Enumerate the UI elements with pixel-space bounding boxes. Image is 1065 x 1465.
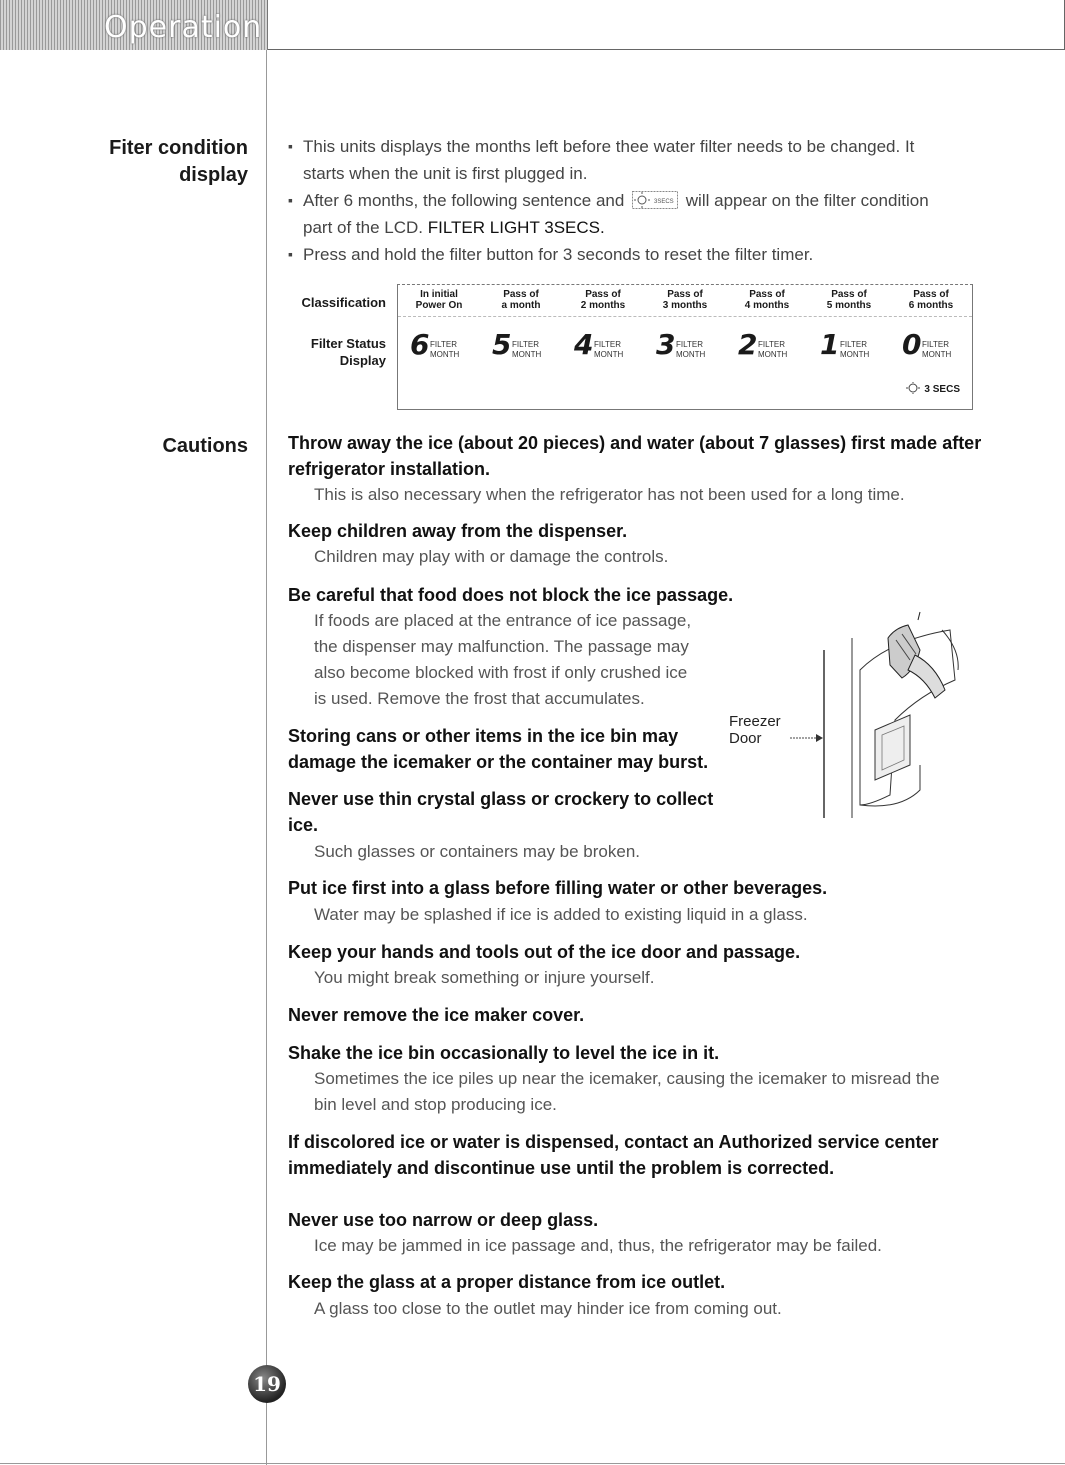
filter-bullet-2-line2 [303,214,978,241]
svg-text:3SECS: 3SECS [654,199,674,205]
secs-text: 3 SECS [924,384,960,395]
filter-status-line2: Display [339,353,386,368]
filter-bullet-1-line1: ▪ This units displays the months left before thee water filter needs to be changed. It [303,137,915,156]
digit-labels [512,340,541,360]
month-word: MONTH [758,350,788,359]
filter-status-label [300,335,386,369]
caution-1-heading [288,430,981,482]
cautions-section-label: Cautions [162,435,248,457]
column-header-line2: a month [501,300,541,311]
digit-labels [840,340,869,360]
column-header-line1: In initial [420,289,458,300]
caution-1-line2: refrigerator installation. [288,459,491,479]
filter-status-table [397,284,973,410]
month-digit: 0 [902,328,922,361]
filter-word: FILTER [758,340,785,349]
classification-label: Classification [301,295,386,310]
page-number-badge: 19 [248,1365,286,1403]
filter-bullet-2-after: will appear on the filter condition [685,191,929,210]
column-header-line1: Pass of [585,289,621,300]
column-header-line2: 2 months [580,300,626,311]
filter-column [808,285,890,409]
filter-column [480,285,562,409]
secs-indicator [904,381,960,395]
digit-labels [922,340,951,360]
digit-labels [594,340,623,360]
month-digit: 2 [738,328,758,361]
caution-1-body: This is also necessary when the refrigerator has not been used for a long time. [314,485,905,504]
caution-6-heading: Put ice first into a glass before filling water or other beverages. [288,878,828,898]
filter-bullet-2-lcd: part of the LCD. [303,218,424,237]
column-header-line1: Pass of [913,289,949,300]
month-digit: 4 [574,328,594,361]
filter-label-line2: display [179,164,248,186]
column-header [480,289,562,311]
month-digit: 1 [820,328,840,361]
filter-bullet-2 [288,187,978,241]
filter-bullet-1 [288,133,978,187]
caution-3-heading: Be careful that food does not block the ice passage. [288,585,734,605]
caution-12-body: A glass too close to the outlet may hinder ice from coming out. [314,1299,782,1318]
caution-4-line1: Storing cans or other items in the ice bin may [288,726,679,746]
digit-labels [758,340,787,360]
filter-status-line1: Filter Status [310,336,386,351]
caution-5-line1: Never use thin crystal glass or crockery to collect [288,789,714,809]
digit-labels [676,340,705,360]
digit-labels [430,340,459,360]
month-word: MONTH [430,350,460,359]
column-header [726,289,808,311]
header-rule [268,49,1065,50]
filter-column [398,285,480,409]
column-header-line2: 4 months [744,300,790,311]
caution-3-body-line2: the dispenser may malfunction. The passage may [314,637,689,656]
column-header [398,289,480,311]
month-word: MONTH [676,350,706,359]
header-title: Operation [104,10,263,45]
month-word: MONTH [512,350,542,359]
filter-word: FILTER [840,340,867,349]
caution-7-body: You might break something or injure yourself. [314,968,655,987]
caution-4-line2: damage the icemaker or the container may burst. [288,752,709,772]
filter-word: FILTER [512,340,539,349]
caution-5-body: Such glasses or containers may be broken. [314,842,641,861]
column-header [562,289,644,311]
month-word: MONTH [922,350,952,359]
caution-9-body-line1: Sometimes the ice piles up near the icemaker, causing the icemaker to misread the [314,1069,940,1088]
filter-bullet-3: ▪ Press and hold the filter button for 3 seconds to reset the filter timer. [288,241,978,268]
filter-word: FILTER [922,340,949,349]
caution-10-line1: If discolored ice or water is dispensed, contact an Authorized service center [288,1132,939,1152]
month-word: MONTH [840,350,870,359]
filter-lamp-icon [904,381,922,395]
caution-12-heading: Keep the glass at a proper distance from ice outlet. [288,1272,726,1292]
column-header-line2: 3 months [662,300,708,311]
filter-label-line1: Fiter condition [109,137,248,159]
filter-bullet-1-line2: starts when the unit is first plugged in. [303,164,588,183]
freezer-label-line1: Freezer [729,713,781,730]
caution-2-body: Children may play with or damage the controls. [314,547,669,566]
filter-light-icon [632,191,678,209]
filter-light-text: FILTER LIGHT 3SECS. [427,218,605,237]
filter-column [562,285,644,409]
caution-3-body-line4: is used. Remove the frost that accumulates. [314,689,645,708]
filter-word: FILTER [430,340,457,349]
caution-5-heading [288,786,713,838]
caution-11-body: Ice may be jammed in ice passage and, thus, the refrigerator may be failed. [314,1236,882,1255]
column-header-line2: 5 months [826,300,872,311]
caution-4-heading [288,723,708,775]
caution-1-line1: Throw away the ice (about 20 pieces) and water (about 7 glasses) first made after [288,433,982,453]
filter-column [644,285,726,409]
filter-bullet-2-before: After 6 months, the following sentence and [303,191,625,210]
column-header-line1: Pass of [503,289,539,300]
month-digit: 5 [492,328,512,361]
filter-column [726,285,808,409]
column-header [890,289,972,311]
freezer-label-line2: Door [729,730,762,747]
filter-word: FILTER [594,340,621,349]
caution-10-heading [288,1129,939,1181]
column-header-line2: Power On [415,300,463,311]
caution-9-heading: Shake the ice bin occasionally to level the ice in it. [288,1043,720,1063]
caution-2-heading: Keep children away from the dispenser. [288,521,628,541]
column-header [808,289,890,311]
column-header-line1: Pass of [749,289,785,300]
caution-5-line2: ice. [288,815,319,835]
caution-9-body [314,1066,940,1118]
caution-7-heading: Keep your hands and tools out of the ice door and passage. [288,942,801,962]
header-tab [0,0,268,50]
caution-8-heading: Never remove the ice maker cover. [288,1005,585,1025]
month-word: MONTH [594,350,624,359]
caution-6-body: Water may be splashed if ice is added to existing liquid in a glass. [314,905,808,924]
caution-3-body [314,608,691,712]
footer-rule [0,1463,1065,1464]
month-digit: 6 [410,328,430,361]
caution-9-body-line2: bin level and stop producing ice. [314,1095,557,1114]
caution-10-line2: immediately and discontinue use until the problem is corrected. [288,1158,835,1178]
column-header-line2: 6 months [908,300,954,311]
filter-bullet-2-line1 [303,187,978,214]
column-header-line1: Pass of [667,289,703,300]
column-header-line1: Pass of [831,289,867,300]
caution-11-heading: Never use too narrow or deep glass. [288,1210,599,1230]
freezer-door-illustration [720,610,970,825]
month-digit: 3 [656,328,676,361]
filter-section-label [109,135,248,189]
filter-word: FILTER [676,340,703,349]
margin-rule [266,50,267,1465]
caution-3-body-line3: also become blocked with frost if only crushed ice [314,663,688,682]
caution-3-body-line1: If foods are placed at the entrance of ice passage, [314,611,692,630]
column-header [644,289,726,311]
